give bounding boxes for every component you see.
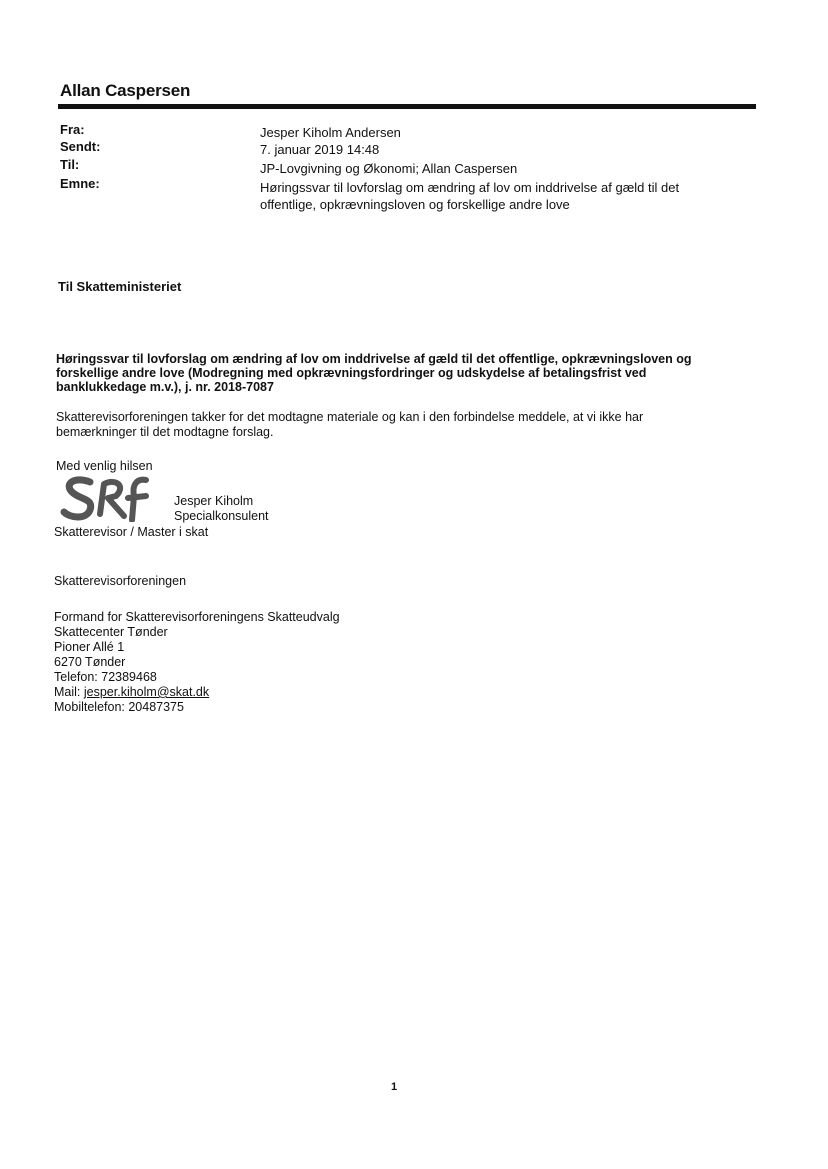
letter-subject (56, 352, 746, 394)
contact-line: Formand for Skatterevisorforeningens Skatteudvalg (54, 610, 340, 624)
subject-value (260, 179, 730, 213)
contact-mail-row (54, 685, 340, 700)
letter-subject-line: forskellige andre love (Modregning med opkrævningsfordringer og udskydelse af betalingsfrist ved (56, 366, 647, 380)
contact-phone: Telefon: 72389468 (54, 670, 157, 684)
email-sender-name: Allan Caspersen (60, 81, 191, 100)
letter-subject-line: Høringssvar til lovforslag om ændring af lov om inddrivelse af gæld til det offentlige, opkrævningsloven og (56, 352, 692, 366)
letter-recipient: Til Skatteministeriet (58, 279, 182, 294)
signature-role: Skatterevisor / Master i skat (54, 525, 209, 539)
contact-line: Skattecenter Tønder (54, 625, 168, 639)
contact-mobile: Mobiltelefon: 20487375 (54, 700, 184, 714)
letter-body-line: Skatterevisorforeningen takker for det modtagne materiale og kan i den forbindelse meddele, at vi ikke har (56, 410, 644, 424)
from-label: Fra: (60, 122, 85, 137)
from-value: Jesper Kiholm Andersen (260, 125, 401, 140)
srf-logo-icon (60, 474, 160, 522)
letter-subject-line: banklukkedage m.v.), j. nr. 2018-7087 (56, 380, 274, 394)
subject-label: Emne: (60, 176, 100, 191)
page-number: 1 (391, 1081, 398, 1093)
contact-line: 6270 Tønder (54, 655, 126, 669)
contact-block (54, 610, 340, 715)
sent-value: 7. januar 2019 14:48 (260, 142, 380, 157)
subject-value-line: Høringssvar til lovforslag om ændring af lov om inddrivelse af gæld til det (260, 180, 680, 195)
to-label: Til: (60, 157, 80, 172)
contact-line: Pioner Allé 1 (54, 640, 125, 654)
header-divider (58, 104, 756, 109)
letter-body (56, 410, 706, 440)
contact-mail-label: Mail: (54, 685, 84, 699)
letter-body-line: bemærkninger til det modtagne forslag. (56, 425, 274, 439)
signature-title: Specialkonsulent (174, 509, 269, 523)
signature-name: Jesper Kiholm (174, 494, 254, 508)
organization-name: Skatterevisorforeningen (54, 574, 187, 588)
signature-block (174, 494, 269, 524)
contact-mail-link[interactable]: jesper.kiholm@skat.dk (83, 685, 210, 699)
closing-greeting: Med venlig hilsen (56, 459, 153, 473)
to-value: JP-Lovgivning og Økonomi; Allan Caspersen (260, 161, 518, 176)
sent-label: Sendt: (60, 139, 101, 154)
subject-value-line: offentlige, opkrævningsloven og forskellige andre love (260, 197, 570, 212)
